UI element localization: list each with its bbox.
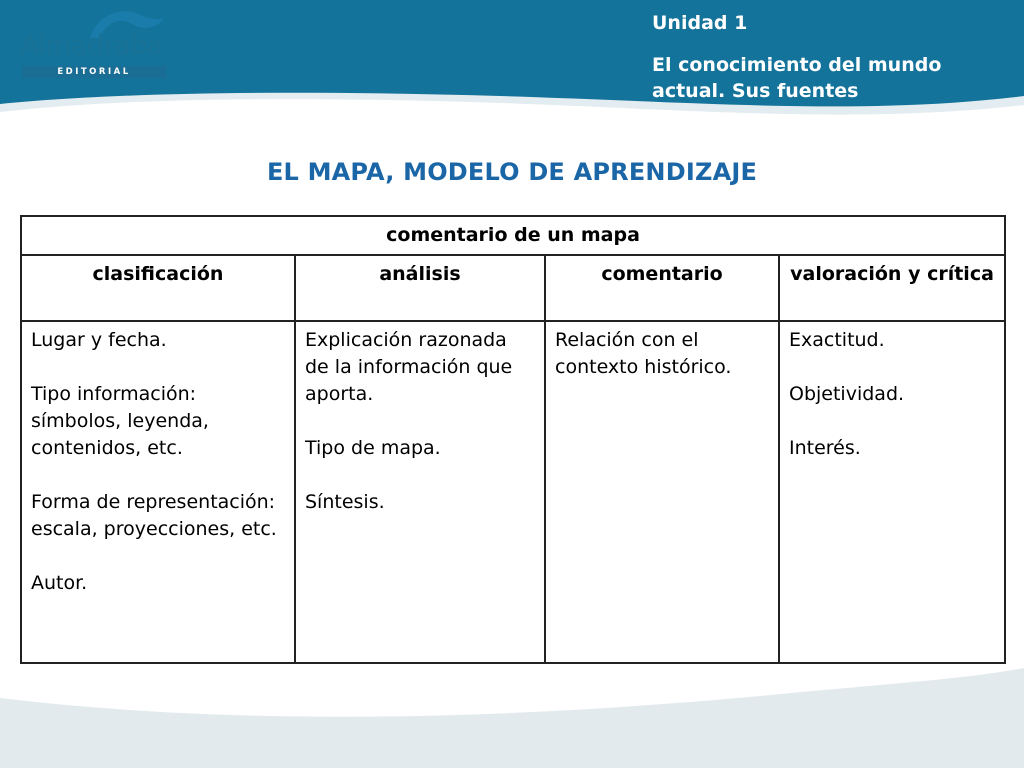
list-item: Objetividad. (789, 383, 905, 405)
list-item: Tipo de mapa. (305, 437, 441, 459)
table-caption: comentario de un mapa (21, 216, 1005, 255)
almadraba-logo (18, 8, 170, 80)
footer-wave (0, 658, 1024, 768)
list-item: Interés. (789, 437, 861, 459)
list-item: Forma de representación: escala, proyecciones, etc. (31, 491, 277, 540)
page-title: EL MAPA, MODELO DE APRENDIZAJE (266, 158, 758, 186)
header-clasificacion: clasificación (21, 255, 295, 321)
table-row (21, 321, 1005, 663)
table-header-row (21, 255, 1005, 321)
list-item: Explicación razonada de la información que aporta. (305, 329, 513, 405)
table-caption-row (21, 216, 1005, 255)
logo-tagline: EDITORIAL (22, 66, 166, 78)
list-item: Exactitud. (789, 329, 885, 351)
list-item: Síntesis. (305, 491, 385, 513)
logo-wordmark: Almadraba (20, 30, 163, 61)
header-analisis: análisis (295, 255, 545, 321)
cell-analisis (295, 321, 545, 663)
unit-number: Unidad 1 (652, 12, 748, 34)
list-item: Autor. (31, 572, 88, 594)
cell-valoracion (779, 321, 1005, 663)
list-item: Relación con el contexto histórico. (555, 329, 732, 378)
list-item: Tipo información: símbolos, leyenda, contenidos, etc. (31, 383, 209, 459)
header-comentario: comentario (545, 255, 779, 321)
unit-title: El conocimiento del mundo actual. Sus fuentes (652, 54, 942, 102)
list-item: Lugar y fecha. (31, 329, 167, 351)
cell-clasificacion (21, 321, 295, 663)
map-commentary-table (20, 215, 1006, 664)
header-valoracion: valoración y crítica (779, 255, 1005, 321)
cell-comentario (545, 321, 779, 663)
